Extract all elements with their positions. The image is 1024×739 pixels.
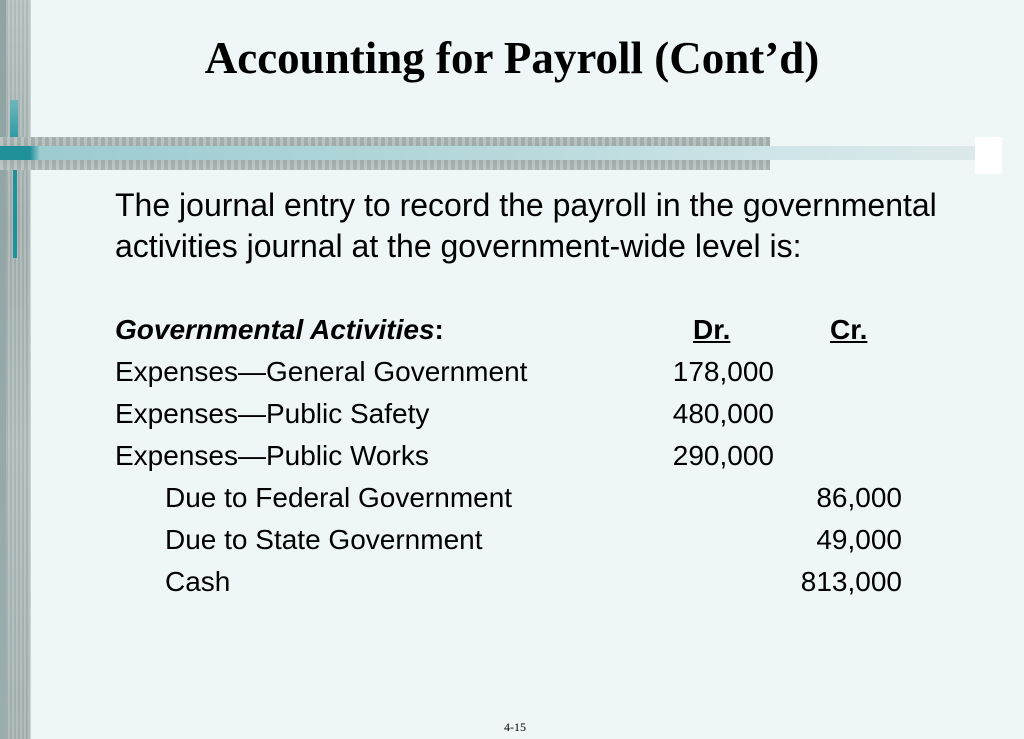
header-band-end <box>975 137 1002 174</box>
teal-accent-upper <box>10 100 18 140</box>
journal-row <box>115 440 915 480</box>
journal-row <box>115 566 915 606</box>
account-name: Due to Federal Government <box>165 482 513 513</box>
account-name: Expenses—Public Works <box>115 440 429 471</box>
left-divider <box>30 0 31 739</box>
slide-title: Accounting for Payroll (Cont’d) <box>204 33 820 83</box>
journal-row <box>115 356 915 396</box>
account-name: Due to State Government <box>165 524 483 555</box>
slide-number: 4-15 <box>504 720 526 734</box>
credit-amount: 49,000 <box>816 524 902 555</box>
left-strip-edge <box>0 0 6 739</box>
debit-column-header: Dr. <box>693 314 731 345</box>
credit-amount: 86,000 <box>816 482 902 513</box>
intro-text: The journal entry to record the payroll in the governmental activities journal at the government-wide level is: <box>115 187 937 264</box>
account-name: Cash <box>165 566 231 597</box>
debit-amount: 290,000 <box>672 440 774 471</box>
account-name: Expenses—General Government <box>115 356 528 387</box>
credit-column-header: Cr. <box>830 314 868 345</box>
header-band-teal <box>0 146 975 160</box>
debit-amount: 480,000 <box>672 398 774 429</box>
journal-row <box>115 524 915 564</box>
debit-amount: 178,000 <box>672 356 774 387</box>
journal-row <box>115 482 915 522</box>
journal-header-row <box>115 314 915 354</box>
account-name: Expenses—Public Safety <box>115 398 430 429</box>
journal-heading: Governmental Activities: <box>115 314 444 345</box>
credit-amount: 813,000 <box>800 566 902 597</box>
journal-row <box>115 398 915 438</box>
